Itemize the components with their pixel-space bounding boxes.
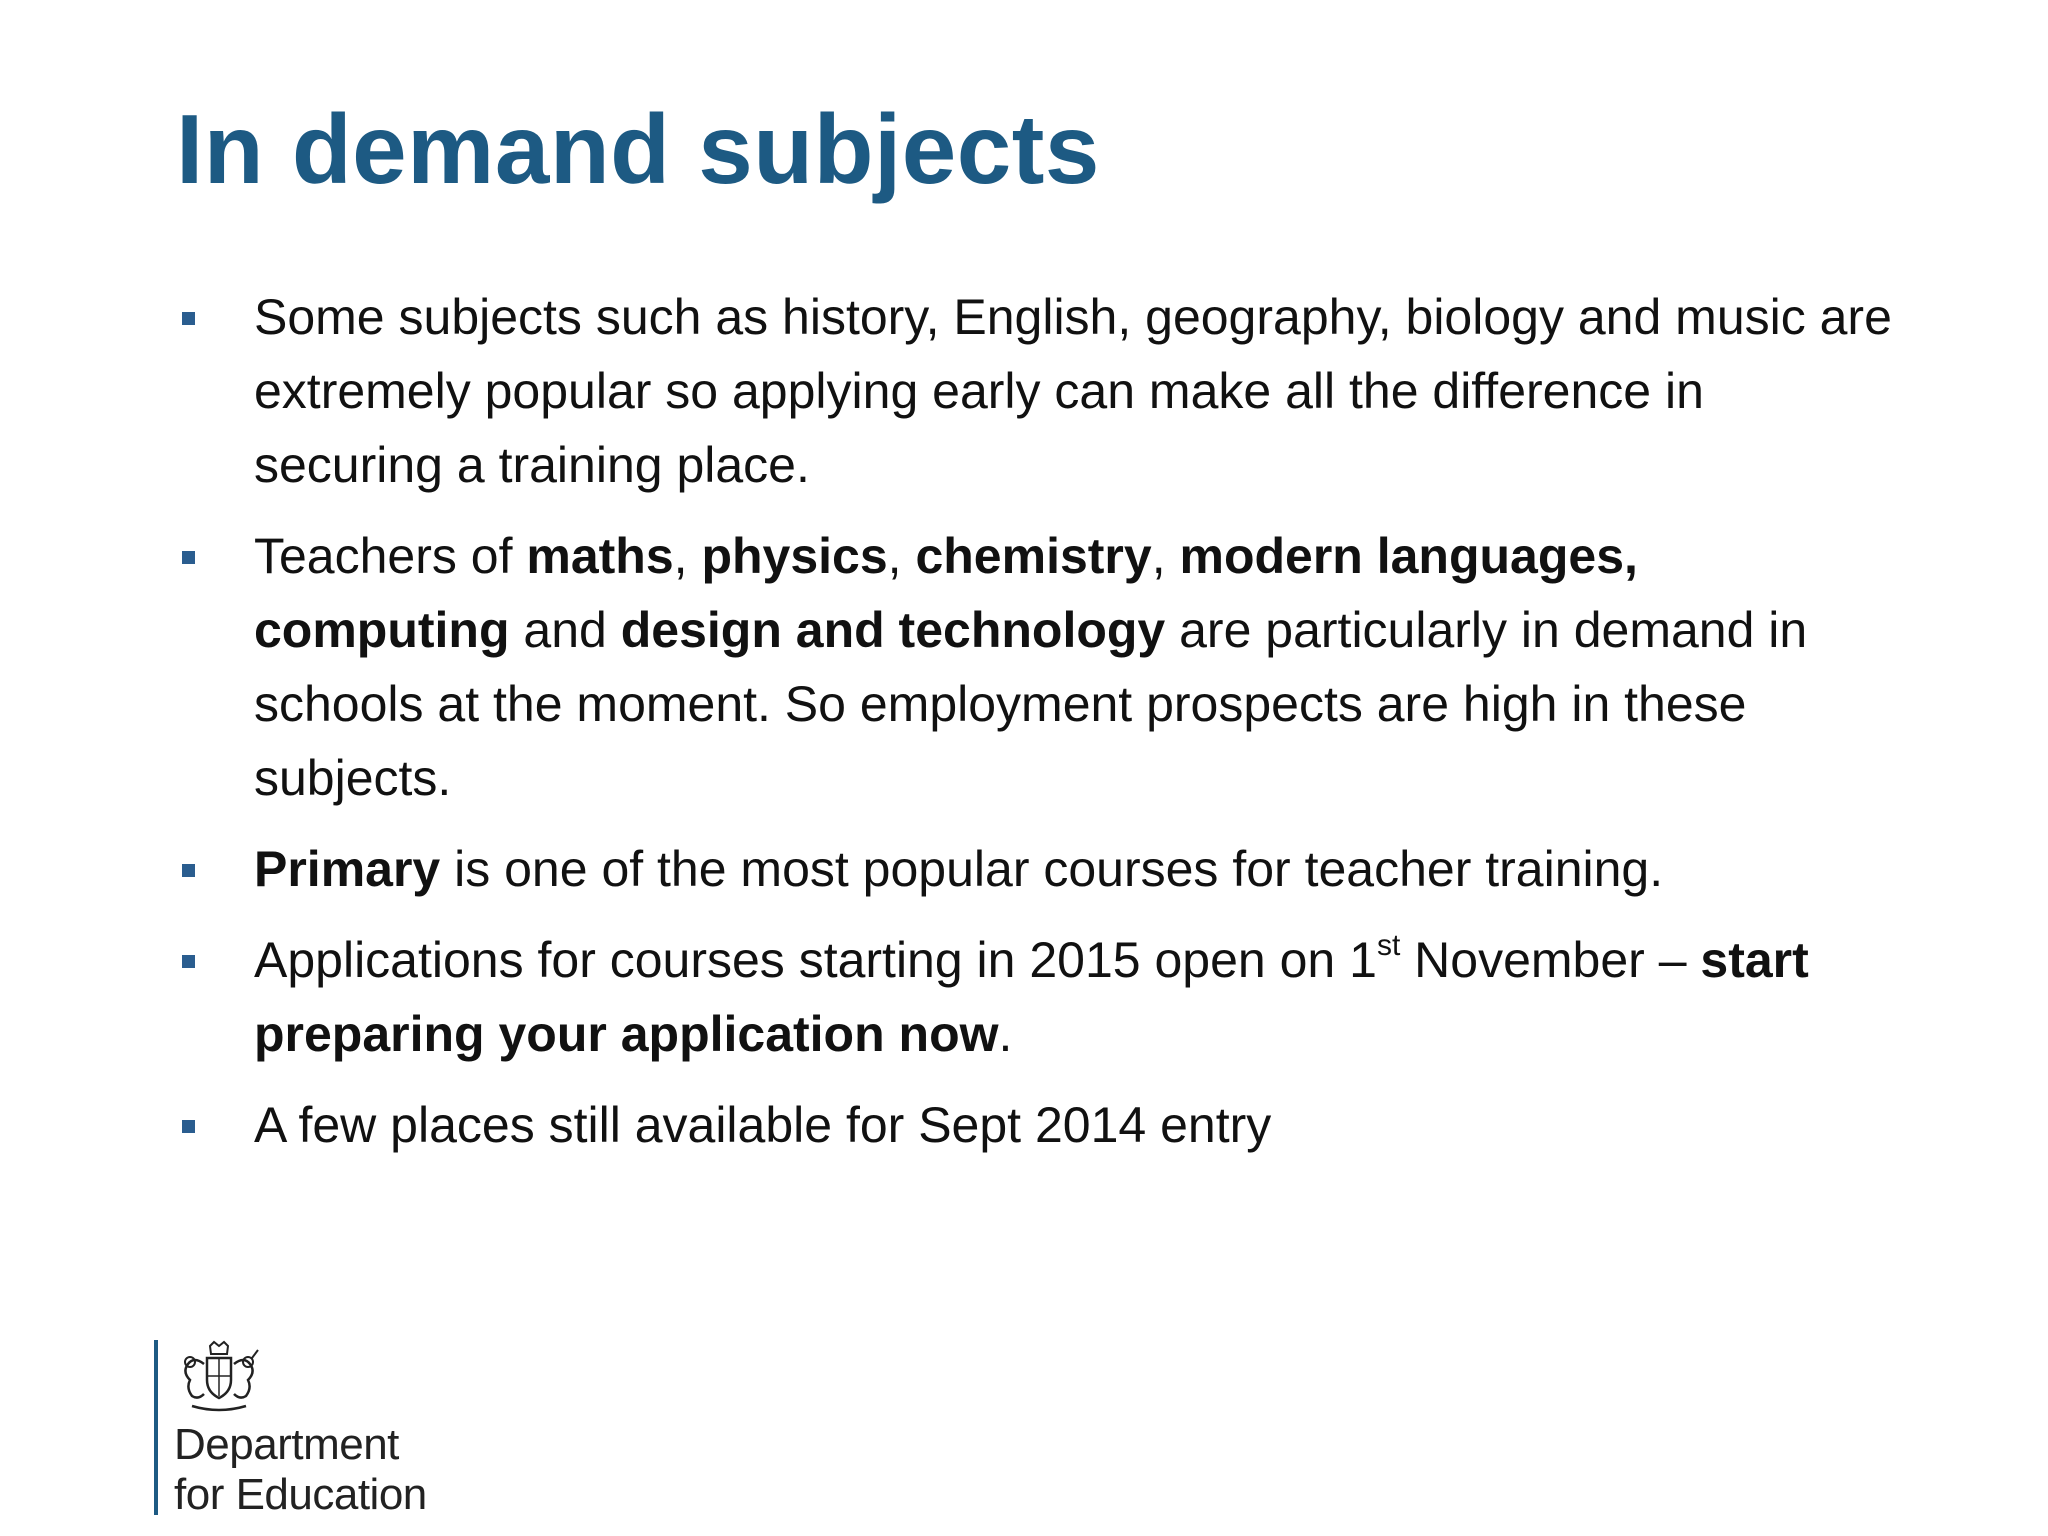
square-bullet-icon xyxy=(182,551,195,564)
bold-text: Primary xyxy=(254,841,441,897)
superscript-text: st xyxy=(1376,929,1401,962)
slide-title: In demand subjects xyxy=(176,94,1100,204)
text-run: November – xyxy=(1400,932,1701,988)
bold-text: design and technology xyxy=(620,602,1166,658)
bullet-text xyxy=(254,929,1809,1062)
bullet-text xyxy=(254,1097,1271,1153)
logo-text xyxy=(174,1420,427,1520)
bullet-item xyxy=(176,1088,1896,1162)
bullet-item xyxy=(176,832,1896,906)
logo-rule xyxy=(154,1340,158,1515)
bold-text: maths xyxy=(526,528,674,584)
square-bullet-icon xyxy=(182,955,195,968)
text-run: is one of the most popular courses for teacher training. xyxy=(440,841,1664,897)
dfe-logo xyxy=(154,1340,474,1519)
bold-text: modern languages, computing xyxy=(254,528,1638,658)
bullet-text xyxy=(254,841,1663,897)
square-bullet-icon xyxy=(182,864,195,877)
bold-text: start preparing your application now xyxy=(254,932,1809,1062)
bullet-text xyxy=(254,289,1892,493)
square-bullet-icon xyxy=(182,1120,195,1133)
royal-coat-of-arms-icon xyxy=(174,1340,264,1420)
text-run: Applications for courses starting in 2015 open on 1 xyxy=(254,932,1377,988)
text-run: A few places still available for Sept 2014 entry xyxy=(254,1097,1272,1153)
square-bullet-icon xyxy=(182,312,195,325)
bold-text: chemistry xyxy=(915,528,1152,584)
bullet-item xyxy=(176,923,1896,1071)
text-run: are particularly in demand in schools at the moment. So employment prospects are high in these subjects. xyxy=(254,602,1808,806)
text-run: , xyxy=(1151,528,1180,584)
bullet-item xyxy=(176,519,1896,815)
text-run: Teachers of xyxy=(254,528,527,584)
text-run: , xyxy=(887,528,916,584)
bullet-list xyxy=(176,280,1896,1179)
logo-text-line2: for Education xyxy=(174,1470,427,1519)
bullet-text xyxy=(254,528,1807,806)
text-run: , xyxy=(673,528,702,584)
text-run: . xyxy=(998,1006,1013,1062)
text-run: and xyxy=(509,602,621,658)
bullet-item xyxy=(176,280,1896,502)
logo-text-line1: Department xyxy=(174,1420,399,1469)
text-run: Some subjects such as history, English, geography, biology and music are extremely popular so applying early can make all the difference in securing a training place. xyxy=(254,289,1892,493)
bold-text: physics xyxy=(701,528,888,584)
